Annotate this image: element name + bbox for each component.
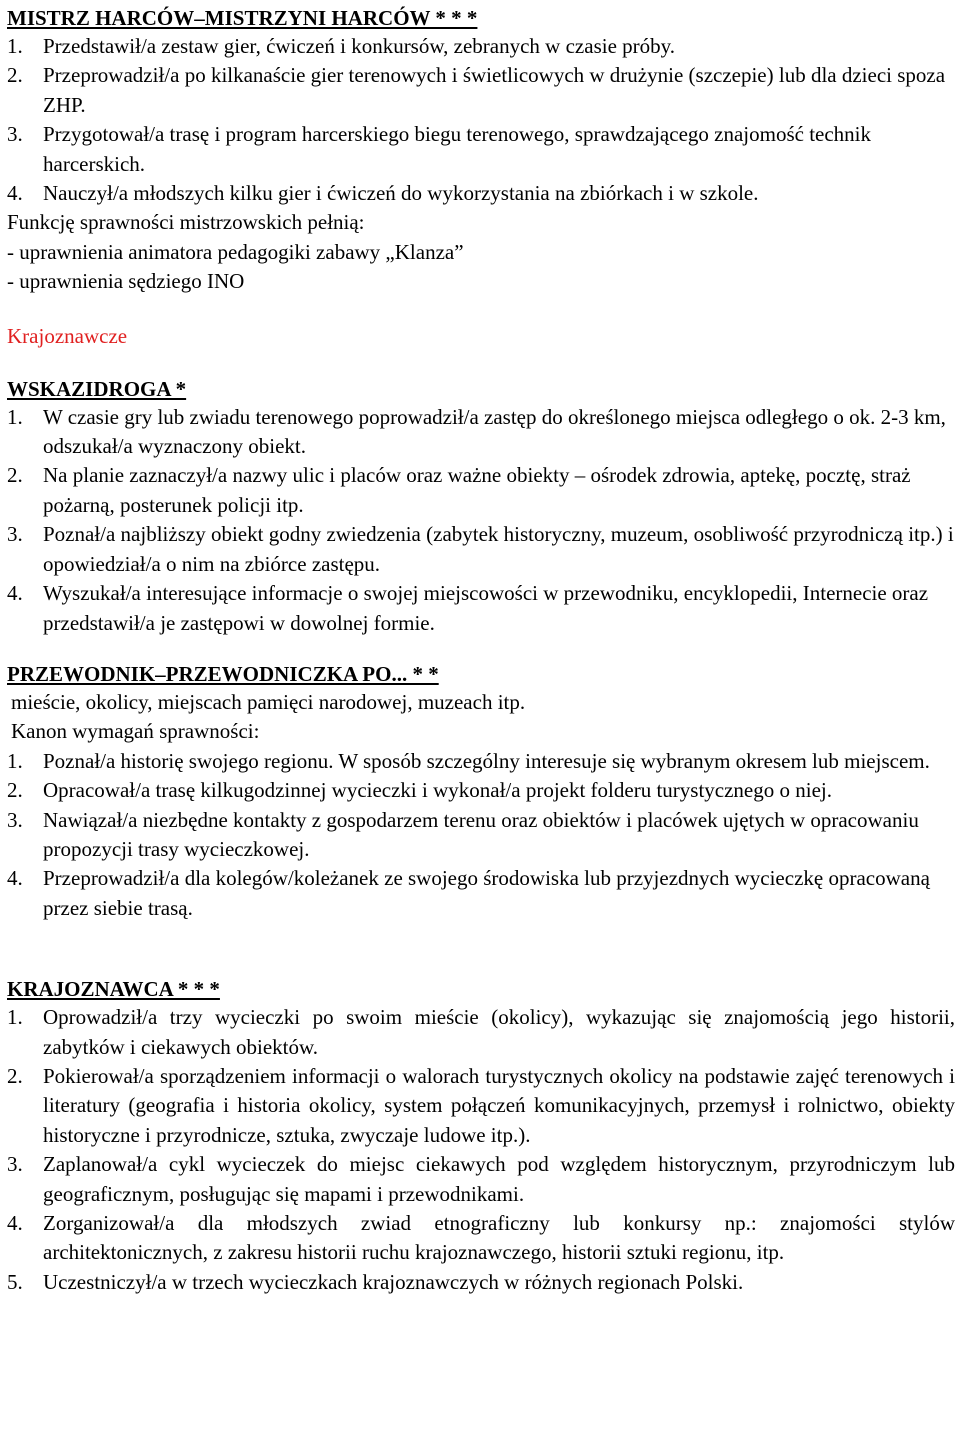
list-item — [7, 776, 955, 805]
item-text: Nawiązał/a niezbędne kontakty z gospodarzem terenu oraz obiektów i placówek ujętych w opracowaniu propozycji trasy wycieczkowej. — [43, 807, 919, 861]
item-text: Pokierował/a sporządzeniem informacji o walorach turystycznych okolicy na podstawie zajęć terenowych i literatury (geografia i historia okolicy, system połączeń komunikacyjnych, przemysł i rolnictwo, obiekty historyczne i przyrodnicze, sztuka, zwyczaje ludowe itp.). — [43, 1063, 955, 1147]
item-text: Przygotował/a trasę i program harcerskiego biegu terenowego, sprawdzającego znajomość technik harcerskich. — [43, 122, 872, 176]
item-number: 3. — [7, 1152, 23, 1177]
list-item — [7, 1209, 955, 1268]
item-text: Na planie zaznaczył/a nazwy ulic i placów oraz ważne obiekty – ośrodek zdrowia, aptekę, pocztę, straż pożarną, posterunek policji itp. — [43, 463, 911, 517]
list-item — [7, 806, 955, 865]
list-przewodnik — [7, 747, 955, 923]
heading-mistrz-harcow: MISTRZ HARCÓW–MISTRZYNI HARCÓW * * * — [7, 6, 478, 30]
item-number: 5. — [7, 1269, 23, 1294]
list-mistrz-harcow — [7, 32, 955, 208]
item-number: 1. — [7, 1005, 23, 1030]
list-item — [7, 61, 955, 120]
list-item — [7, 864, 955, 923]
section-title-krajoznawcze: Krajoznawcze — [7, 323, 128, 348]
list-item — [7, 1062, 955, 1150]
item-text: Przeprowadził/a dla kolegów/koleżanek ze swojego środowiska lub przyjezdnych wycieczkę opracowaną przez siebie trasą. — [43, 866, 930, 920]
item-text: Zorganizował/a dla młodszych zwiad etnograficzny lub konkursy np.: znajomości stylów architektonicznych, z zakresu historii ruchu krajoznawczego, historii sztuki regionu, itp. — [43, 1211, 955, 1265]
list-item — [7, 1150, 955, 1209]
heading-wskazidroga: WSKAZIDROGA * — [7, 376, 187, 401]
item-number: 3. — [7, 807, 23, 832]
item-number: 1. — [7, 404, 23, 429]
kanon-label: Kanon wymagań sprawności: — [11, 719, 260, 744]
item-text: Przedstawił/a zestaw gier, ćwiczeń i konkursów, zebranych w czasie próby. — [43, 34, 676, 58]
list-item — [7, 179, 955, 208]
item-number: 4. — [7, 1211, 23, 1235]
przewodnik-subtitle: mieście, okolicy, miejscach pamięci narodowej, muzeach itp. — [11, 689, 526, 714]
list-item — [7, 461, 955, 520]
heading-przewodnik: PRZEWODNIK–PRZEWODNICZKA PO... * * — [7, 661, 439, 686]
item-number: 4. — [7, 866, 23, 891]
uprawnienia-line: - uprawnienia sędziego INO — [7, 269, 245, 294]
list-wskazidroga — [7, 403, 955, 638]
list-item — [7, 579, 955, 638]
item-text: Uczestniczył/a w trzech wycieczkach krajoznawczych w różnych regionach Polski. — [43, 1269, 744, 1294]
item-number: 2. — [7, 778, 23, 803]
uprawnienia-line: - uprawnienia animatora pedagogiki zabawy „Klanza” — [7, 239, 464, 264]
item-number: 2. — [7, 463, 23, 488]
funkcja-text: Funkcję sprawności mistrzowskich pełnią: — [7, 210, 365, 235]
item-text: Przeprowadził/a po kilkanaście gier terenowych i świetlicowych w drużynie (szczepie) lub dla dzieci spoza ZHP. — [43, 63, 946, 117]
list-krajoznawca — [7, 1003, 955, 1297]
item-text: Opracował/a trasę kilkugodzinnej wycieczki i wykonał/a projekt folderu turystycznego o niej. — [43, 778, 832, 803]
item-number: 4. — [7, 181, 23, 206]
item-number: 2. — [7, 63, 23, 88]
item-text: Wyszukał/a interesujące informacje o swojej miejscowości w przewodniku, encyklopedii, Internecie oraz przedstawił/a je zastępowi w dowolnej formie. — [43, 581, 929, 635]
heading-krajoznawca: KRAJOZNAWCA * * * — [7, 977, 220, 1002]
item-number: 1. — [7, 748, 23, 773]
list-item — [7, 32, 955, 61]
item-number: 3. — [7, 522, 23, 547]
item-number: 1. — [7, 34, 23, 58]
list-item — [7, 120, 955, 179]
document-page — [7, 4, 955, 1297]
item-number: 2. — [7, 1063, 23, 1088]
item-text: Nauczył/a młodszych kilku gier i ćwiczeń do wykorzystania na zbiórkach i w szkole. — [43, 181, 759, 206]
item-number: 3. — [7, 122, 23, 147]
list-item — [7, 520, 955, 579]
list-item — [7, 403, 955, 462]
list-item — [7, 1003, 955, 1062]
item-text: W czasie gry lub zwiadu terenowego poprowadził/a zastęp do określonego miejsca odległego o ok. 2-3 km, odszukał/a wyznaczony obiekt. — [43, 404, 946, 459]
list-item — [7, 747, 955, 776]
item-number: 4. — [7, 581, 23, 606]
item-text: Oprowadził/a trzy wycieczki po swoim mieście (okolicy), wykazując się znajomością jego historii, zabytków i ciekawych obiektów. — [43, 1005, 955, 1059]
item-text: Zaplanował/a cykl wycieczek do miejsc ciekawych pod względem historycznym, przyrodniczym lub geograficznym, posługując się mapami i przewodnikami. — [43, 1152, 955, 1206]
item-text: Poznał/a historię swojego regionu. W sposób szczególny interesuje się wybranym okresem lub miejscem. — [43, 748, 930, 773]
list-item — [7, 1268, 955, 1297]
item-text: Poznał/a najbliższy obiekt godny zwiedzenia (zabytek historyczny, muzeum, osobliwość przyrodniczą itp.) i opowiedział/a o nim na zbiórce zastępu. — [43, 522, 954, 576]
